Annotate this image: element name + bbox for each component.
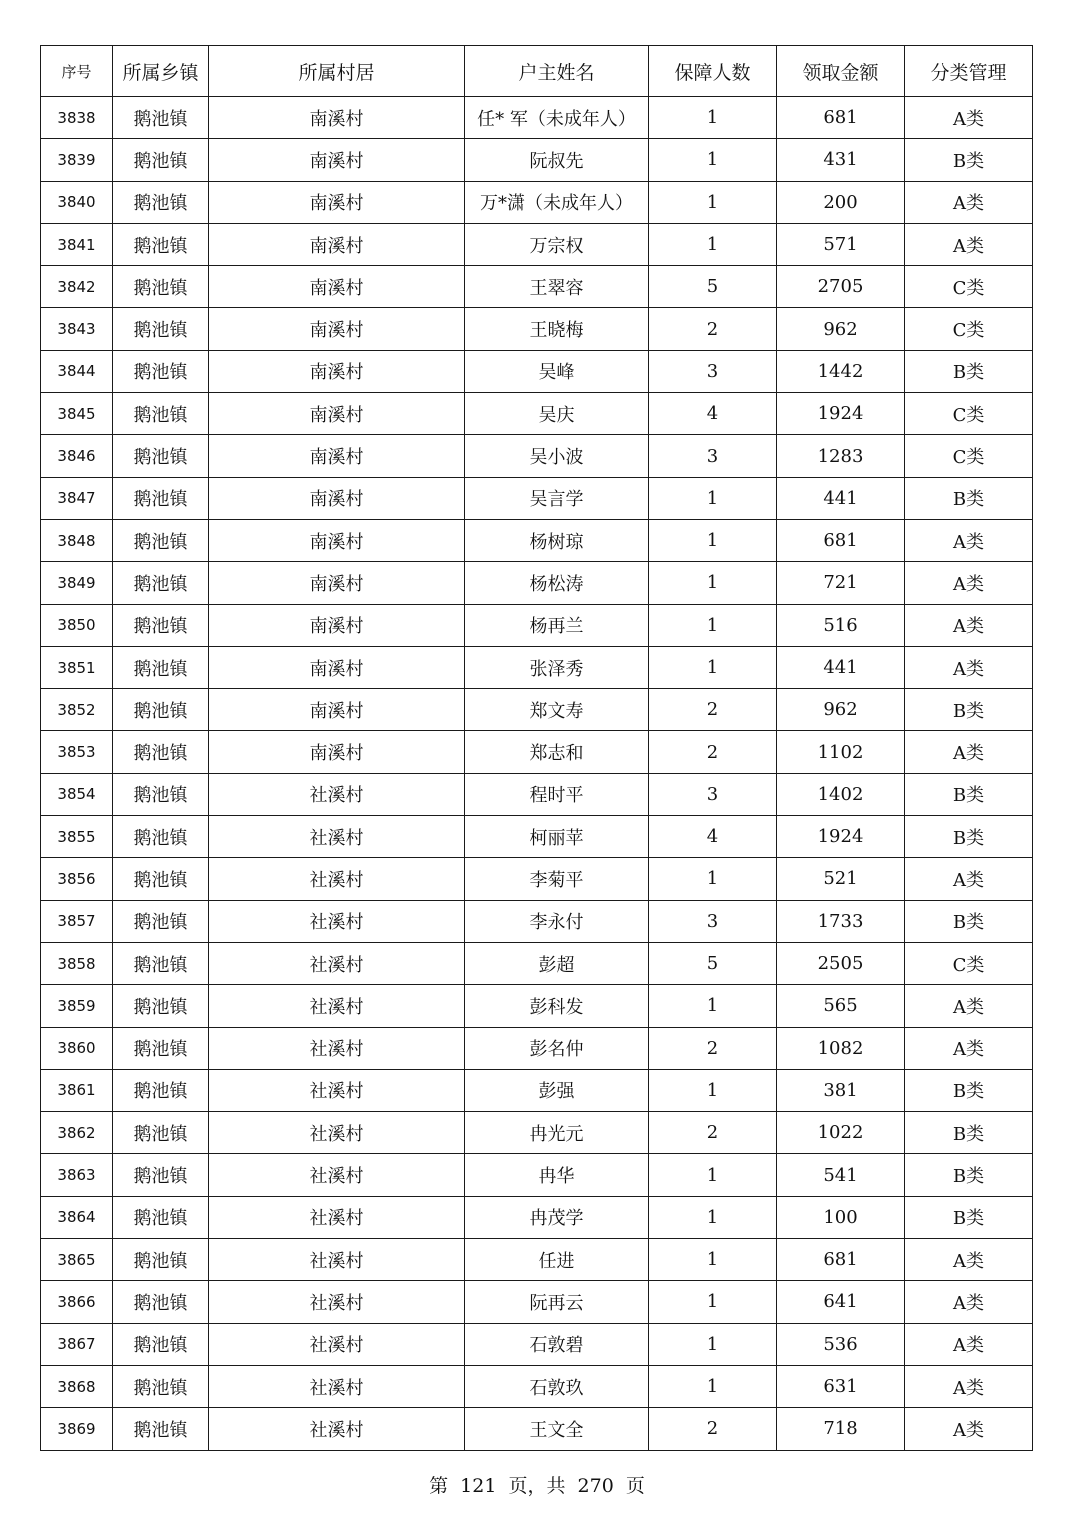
cell-town: 鹅池镇 <box>113 1154 209 1196</box>
cell-category: A类 <box>905 1281 1033 1323</box>
cell-category: C类 <box>905 942 1033 984</box>
cell-village: 社溪村 <box>209 1154 465 1196</box>
cell-householder: 李菊平 <box>465 858 649 900</box>
cell-village: 社溪村 <box>209 1408 465 1450</box>
cell-village: 社溪村 <box>209 985 465 1027</box>
cell-village: 南溪村 <box>209 519 465 561</box>
cell-category: A类 <box>905 985 1033 1027</box>
cell-persons: 1 <box>649 646 777 688</box>
cell-village: 南溪村 <box>209 350 465 392</box>
cell-town: 鹅池镇 <box>113 1027 209 1069</box>
cell-village: 南溪村 <box>209 604 465 646</box>
cell-village: 社溪村 <box>209 1027 465 1069</box>
cell-householder: 王文全 <box>465 1408 649 1450</box>
cell-category: A类 <box>905 223 1033 265</box>
cell-village: 社溪村 <box>209 1112 465 1154</box>
cell-seq: 3850 <box>41 604 113 646</box>
cell-persons: 1 <box>649 604 777 646</box>
cell-category: A类 <box>905 181 1033 223</box>
cell-seq: 3838 <box>41 97 113 139</box>
cell-seq: 3853 <box>41 731 113 773</box>
cell-householder: 柯丽苹 <box>465 816 649 858</box>
cell-amount: 1924 <box>777 816 905 858</box>
cell-village: 社溪村 <box>209 816 465 858</box>
cell-householder: 阮再云 <box>465 1281 649 1323</box>
cell-householder: 彭科发 <box>465 985 649 1027</box>
cell-amount: 521 <box>777 858 905 900</box>
cell-seq: 3862 <box>41 1112 113 1154</box>
header-householder: 户主姓名 <box>465 46 649 97</box>
cell-town: 鹅池镇 <box>113 97 209 139</box>
cell-seq: 3861 <box>41 1069 113 1111</box>
cell-householder: 冉茂学 <box>465 1196 649 1238</box>
cell-amount: 1733 <box>777 900 905 942</box>
header-village: 所属村居 <box>209 46 465 97</box>
cell-village: 社溪村 <box>209 858 465 900</box>
cell-seq: 3866 <box>41 1281 113 1323</box>
cell-persons: 1 <box>649 1154 777 1196</box>
cell-category: A类 <box>905 731 1033 773</box>
cell-seq: 3860 <box>41 1027 113 1069</box>
table-row <box>41 900 1033 942</box>
cell-seq: 3846 <box>41 435 113 477</box>
cell-town: 鹅池镇 <box>113 900 209 942</box>
cell-seq: 3851 <box>41 646 113 688</box>
cell-amount: 536 <box>777 1323 905 1365</box>
cell-seq: 3849 <box>41 562 113 604</box>
cell-persons: 3 <box>649 350 777 392</box>
cell-householder: 王翠容 <box>465 266 649 308</box>
cell-category: A类 <box>905 646 1033 688</box>
cell-category: C类 <box>905 266 1033 308</box>
cell-category: B类 <box>905 350 1033 392</box>
cell-seq: 3842 <box>41 266 113 308</box>
cell-amount: 681 <box>777 1239 905 1281</box>
cell-village: 社溪村 <box>209 1196 465 1238</box>
cell-persons: 1 <box>649 519 777 561</box>
cell-amount: 641 <box>777 1281 905 1323</box>
table-row <box>41 858 1033 900</box>
table-row <box>41 1365 1033 1407</box>
cell-village: 南溪村 <box>209 266 465 308</box>
cell-persons: 1 <box>649 1365 777 1407</box>
cell-village: 南溪村 <box>209 731 465 773</box>
cell-householder: 彭强 <box>465 1069 649 1111</box>
cell-village: 南溪村 <box>209 181 465 223</box>
cell-town: 鹅池镇 <box>113 773 209 815</box>
cell-householder: 吴言学 <box>465 477 649 519</box>
cell-persons: 1 <box>649 477 777 519</box>
cell-town: 鹅池镇 <box>113 139 209 181</box>
cell-category: B类 <box>905 139 1033 181</box>
cell-village: 社溪村 <box>209 1323 465 1365</box>
cell-town: 鹅池镇 <box>113 604 209 646</box>
cell-persons: 1 <box>649 562 777 604</box>
cell-householder: 吴峰 <box>465 350 649 392</box>
table-row <box>41 1408 1033 1450</box>
cell-amount: 1102 <box>777 731 905 773</box>
cell-category: B类 <box>905 1112 1033 1154</box>
table-row <box>41 1281 1033 1323</box>
cell-village: 社溪村 <box>209 1069 465 1111</box>
cell-amount: 516 <box>777 604 905 646</box>
page-footer <box>0 1471 1074 1498</box>
cell-householder: 万宗权 <box>465 223 649 265</box>
cell-category: C类 <box>905 393 1033 435</box>
cell-householder: 万*潇（未成年人） <box>465 181 649 223</box>
header-category: 分类管理 <box>905 46 1033 97</box>
table-row <box>41 477 1033 519</box>
table-row <box>41 773 1033 815</box>
table-row <box>41 393 1033 435</box>
cell-seq: 3856 <box>41 858 113 900</box>
cell-town: 鹅池镇 <box>113 1281 209 1323</box>
cell-town: 鹅池镇 <box>113 858 209 900</box>
cell-seq: 3858 <box>41 942 113 984</box>
cell-persons: 2 <box>649 1408 777 1450</box>
cell-town: 鹅池镇 <box>113 477 209 519</box>
cell-persons: 2 <box>649 1027 777 1069</box>
table-row <box>41 1239 1033 1281</box>
cell-category: A类 <box>905 858 1033 900</box>
table-row <box>41 519 1033 561</box>
cell-village: 社溪村 <box>209 1281 465 1323</box>
cell-amount: 962 <box>777 689 905 731</box>
table-row <box>41 985 1033 1027</box>
cell-town: 鹅池镇 <box>113 181 209 223</box>
footer-mid: 页，共 <box>508 1475 566 1497</box>
cell-seq: 3840 <box>41 181 113 223</box>
footer-suffix: 页 <box>625 1475 645 1497</box>
cell-persons: 1 <box>649 1239 777 1281</box>
roster-sheet <box>40 45 1032 1451</box>
cell-householder: 李永付 <box>465 900 649 942</box>
cell-category: B类 <box>905 773 1033 815</box>
cell-town: 鹅池镇 <box>113 985 209 1027</box>
cell-category: B类 <box>905 477 1033 519</box>
cell-persons: 3 <box>649 773 777 815</box>
table-row <box>41 97 1033 139</box>
cell-village: 南溪村 <box>209 435 465 477</box>
cell-seq: 3869 <box>41 1408 113 1450</box>
cell-householder: 张泽秀 <box>465 646 649 688</box>
cell-householder: 石敦玖 <box>465 1365 649 1407</box>
cell-seq: 3865 <box>41 1239 113 1281</box>
cell-town: 鹅池镇 <box>113 308 209 350</box>
footer-total-pages: 270 <box>577 1475 614 1497</box>
cell-amount: 200 <box>777 181 905 223</box>
cell-seq: 3839 <box>41 139 113 181</box>
cell-category: A类 <box>905 604 1033 646</box>
cell-category: A类 <box>905 1239 1033 1281</box>
cell-seq: 3844 <box>41 350 113 392</box>
cell-category: B类 <box>905 1069 1033 1111</box>
roster-table <box>40 45 1033 1451</box>
cell-amount: 441 <box>777 477 905 519</box>
cell-category: C类 <box>905 435 1033 477</box>
cell-householder: 吴庆 <box>465 393 649 435</box>
header-amount: 领取金额 <box>777 46 905 97</box>
table-row <box>41 942 1033 984</box>
cell-persons: 3 <box>649 435 777 477</box>
cell-town: 鹅池镇 <box>113 942 209 984</box>
table-row <box>41 604 1033 646</box>
cell-amount: 565 <box>777 985 905 1027</box>
table-row <box>41 435 1033 477</box>
cell-village: 社溪村 <box>209 773 465 815</box>
cell-town: 鹅池镇 <box>113 435 209 477</box>
cell-householder: 彭名仲 <box>465 1027 649 1069</box>
table-row <box>41 1196 1033 1238</box>
table-row <box>41 223 1033 265</box>
cell-town: 鹅池镇 <box>113 816 209 858</box>
cell-seq: 3859 <box>41 985 113 1027</box>
cell-category: A类 <box>905 519 1033 561</box>
cell-town: 鹅池镇 <box>113 1323 209 1365</box>
cell-village: 南溪村 <box>209 562 465 604</box>
table-row <box>41 308 1033 350</box>
cell-amount: 1924 <box>777 393 905 435</box>
cell-village: 南溪村 <box>209 223 465 265</box>
cell-town: 鹅池镇 <box>113 1196 209 1238</box>
cell-amount: 2705 <box>777 266 905 308</box>
cell-town: 鹅池镇 <box>113 1408 209 1450</box>
cell-persons: 1 <box>649 858 777 900</box>
cell-householder: 杨松涛 <box>465 562 649 604</box>
cell-seq: 3845 <box>41 393 113 435</box>
cell-amount: 721 <box>777 562 905 604</box>
cell-amount: 718 <box>777 1408 905 1450</box>
cell-seq: 3855 <box>41 816 113 858</box>
cell-category: B类 <box>905 1154 1033 1196</box>
footer-prefix: 第 <box>429 1475 449 1497</box>
cell-village: 社溪村 <box>209 1365 465 1407</box>
cell-persons: 1 <box>649 1323 777 1365</box>
cell-seq: 3852 <box>41 689 113 731</box>
table-row <box>41 266 1033 308</box>
header-persons: 保障人数 <box>649 46 777 97</box>
cell-amount: 431 <box>777 139 905 181</box>
cell-village: 南溪村 <box>209 646 465 688</box>
cell-town: 鹅池镇 <box>113 350 209 392</box>
cell-persons: 3 <box>649 900 777 942</box>
cell-amount: 441 <box>777 646 905 688</box>
table-row <box>41 646 1033 688</box>
footer-current-page: 121 <box>460 1475 497 1497</box>
table-row <box>41 181 1033 223</box>
header-row <box>41 46 1033 97</box>
cell-householder: 王晓梅 <box>465 308 649 350</box>
cell-amount: 100 <box>777 1196 905 1238</box>
cell-persons: 2 <box>649 689 777 731</box>
cell-householder: 杨树琼 <box>465 519 649 561</box>
cell-seq: 3854 <box>41 773 113 815</box>
cell-village: 南溪村 <box>209 97 465 139</box>
cell-village: 南溪村 <box>209 139 465 181</box>
cell-village: 南溪村 <box>209 308 465 350</box>
cell-amount: 541 <box>777 1154 905 1196</box>
cell-village: 社溪村 <box>209 942 465 984</box>
cell-category: A类 <box>905 562 1033 604</box>
cell-category: A类 <box>905 97 1033 139</box>
cell-amount: 2505 <box>777 942 905 984</box>
table-row <box>41 1112 1033 1154</box>
cell-town: 鹅池镇 <box>113 393 209 435</box>
cell-amount: 1402 <box>777 773 905 815</box>
cell-category: A类 <box>905 1027 1033 1069</box>
table-row <box>41 1154 1033 1196</box>
cell-amount: 1022 <box>777 1112 905 1154</box>
cell-persons: 1 <box>649 223 777 265</box>
header-town: 所属乡镇 <box>113 46 209 97</box>
cell-category: A类 <box>905 1323 1033 1365</box>
cell-village: 南溪村 <box>209 477 465 519</box>
cell-category: B类 <box>905 816 1033 858</box>
cell-householder: 冉华 <box>465 1154 649 1196</box>
cell-persons: 5 <box>649 266 777 308</box>
cell-seq: 3863 <box>41 1154 113 1196</box>
cell-town: 鹅池镇 <box>113 731 209 773</box>
cell-householder: 阮叔先 <box>465 139 649 181</box>
cell-persons: 1 <box>649 985 777 1027</box>
cell-persons: 1 <box>649 139 777 181</box>
cell-town: 鹅池镇 <box>113 689 209 731</box>
cell-seq: 3847 <box>41 477 113 519</box>
cell-householder: 杨再兰 <box>465 604 649 646</box>
cell-amount: 1442 <box>777 350 905 392</box>
cell-category: C类 <box>905 308 1033 350</box>
cell-householder: 吴小波 <box>465 435 649 477</box>
cell-persons: 2 <box>649 308 777 350</box>
table-row <box>41 1027 1033 1069</box>
table-row <box>41 1323 1033 1365</box>
cell-amount: 681 <box>777 97 905 139</box>
table-row <box>41 816 1033 858</box>
cell-town: 鹅池镇 <box>113 266 209 308</box>
table-row <box>41 731 1033 773</box>
cell-category: A类 <box>905 1365 1033 1407</box>
cell-category: A类 <box>905 1408 1033 1450</box>
cell-seq: 3864 <box>41 1196 113 1238</box>
cell-village: 社溪村 <box>209 900 465 942</box>
cell-town: 鹅池镇 <box>113 1069 209 1111</box>
cell-town: 鹅池镇 <box>113 1112 209 1154</box>
cell-town: 鹅池镇 <box>113 1365 209 1407</box>
table-row <box>41 562 1033 604</box>
cell-householder: 任进 <box>465 1239 649 1281</box>
cell-householder: 冉光元 <box>465 1112 649 1154</box>
cell-householder: 郑文寿 <box>465 689 649 731</box>
cell-amount: 681 <box>777 519 905 561</box>
cell-persons: 5 <box>649 942 777 984</box>
cell-persons: 4 <box>649 393 777 435</box>
header-seq: 序号 <box>41 46 113 97</box>
cell-category: B类 <box>905 1196 1033 1238</box>
table-row <box>41 1069 1033 1111</box>
cell-seq: 3848 <box>41 519 113 561</box>
table-row <box>41 350 1033 392</box>
cell-amount: 381 <box>777 1069 905 1111</box>
cell-amount: 1283 <box>777 435 905 477</box>
cell-persons: 1 <box>649 181 777 223</box>
cell-seq: 3857 <box>41 900 113 942</box>
cell-village: 社溪村 <box>209 1239 465 1281</box>
cell-seq: 3867 <box>41 1323 113 1365</box>
cell-village: 南溪村 <box>209 689 465 731</box>
cell-town: 鹅池镇 <box>113 519 209 561</box>
table-body <box>41 97 1033 1451</box>
cell-category: B类 <box>905 689 1033 731</box>
cell-persons: 2 <box>649 731 777 773</box>
table-row <box>41 689 1033 731</box>
cell-amount: 1082 <box>777 1027 905 1069</box>
cell-town: 鹅池镇 <box>113 223 209 265</box>
cell-village: 南溪村 <box>209 393 465 435</box>
cell-seq: 3843 <box>41 308 113 350</box>
cell-seq: 3841 <box>41 223 113 265</box>
cell-householder: 石敦碧 <box>465 1323 649 1365</box>
cell-amount: 962 <box>777 308 905 350</box>
cell-persons: 1 <box>649 1196 777 1238</box>
cell-householder: 程时平 <box>465 773 649 815</box>
cell-householder: 任* 军（未成年人） <box>465 97 649 139</box>
cell-town: 鹅池镇 <box>113 1239 209 1281</box>
cell-householder: 彭超 <box>465 942 649 984</box>
cell-persons: 4 <box>649 816 777 858</box>
table-header <box>41 46 1033 97</box>
cell-category: B类 <box>905 900 1033 942</box>
cell-persons: 2 <box>649 1112 777 1154</box>
cell-persons: 1 <box>649 1281 777 1323</box>
cell-householder: 郑志和 <box>465 731 649 773</box>
cell-persons: 1 <box>649 1069 777 1111</box>
cell-town: 鹅池镇 <box>113 646 209 688</box>
cell-amount: 571 <box>777 223 905 265</box>
cell-seq: 3868 <box>41 1365 113 1407</box>
cell-amount: 631 <box>777 1365 905 1407</box>
cell-town: 鹅池镇 <box>113 562 209 604</box>
cell-persons: 1 <box>649 97 777 139</box>
table-row <box>41 139 1033 181</box>
